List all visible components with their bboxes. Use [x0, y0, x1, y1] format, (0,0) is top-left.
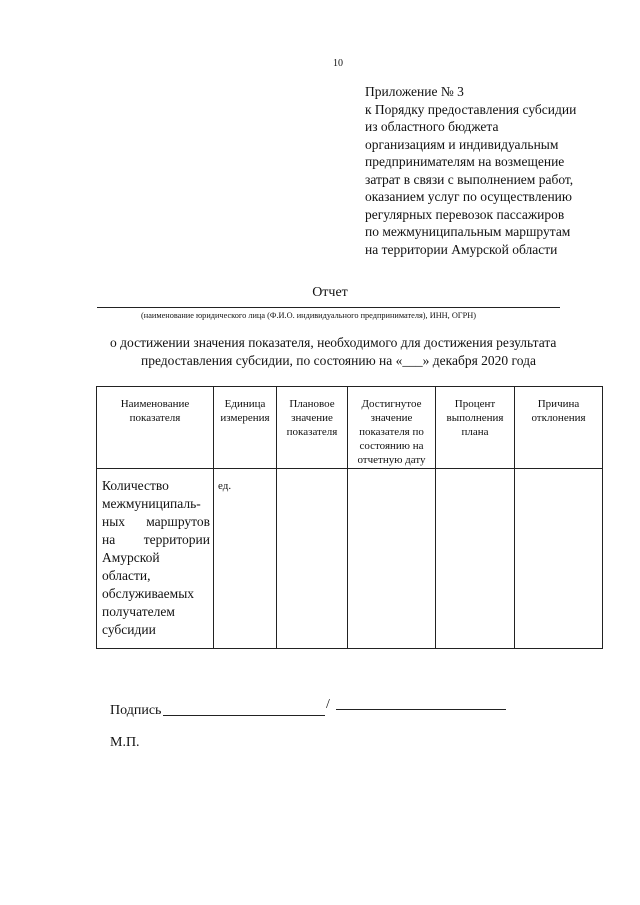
report-title-text: Отчет	[312, 285, 348, 300]
justified-line	[102, 513, 210, 531]
achieved-value-cell	[348, 469, 436, 649]
report-purpose-line-2: предоставления субсидии, по состоянию на «___» декабря 2020 года	[141, 353, 536, 368]
justified-word: ных	[102, 514, 126, 529]
signature-label: Подпись	[110, 703, 162, 718]
appendix-line: предпринимателям на возмещение	[365, 154, 565, 169]
header-achieved-value: Достигнутое значение показателя по состоянию на отчетную дату	[348, 387, 436, 469]
table-header-row	[97, 387, 603, 469]
appendix-line: регулярных перевозок пассажиров	[365, 206, 565, 222]
appendix-line: по межмуниципальным маршрутам	[365, 224, 571, 239]
signature-line	[163, 715, 325, 716]
appendix-line: на территории Амурской области	[365, 241, 558, 257]
justified-line	[102, 531, 210, 549]
organization-name-line	[97, 307, 560, 308]
seal-placeholder: М.П.	[110, 735, 140, 750]
appendix-line: затрат в связи с выполнением работ,	[365, 171, 574, 187]
appendix-line: оказанием услуг по осуществлению	[365, 189, 572, 204]
appendix-line: к Порядку предоставления субсидии	[365, 101, 577, 117]
page-number: 10	[333, 58, 343, 69]
signature-separator: /	[326, 697, 330, 712]
justified-word: маршрутов	[146, 514, 210, 529]
justified-word: территории	[143, 532, 210, 547]
appendix-line: организациям и индивидуальным	[365, 136, 559, 152]
header-indicator-name: Наименование показателя	[97, 387, 214, 469]
report-title	[0, 285, 640, 301]
appendix-line: Приложение № 3	[365, 84, 464, 99]
planned-value-cell	[277, 469, 348, 649]
appendix-heading	[365, 83, 610, 258]
indicator-name-cell: Количество межмуниципаль- ных маршрутов на территории Амурской области, обслуживаемых получателем субсидии	[97, 469, 214, 649]
appendix-line: из областного бюджета	[365, 119, 499, 134]
plan-percent-cell	[436, 469, 515, 649]
report-purpose-line-1: о достижении значения показателя, необходимого для достижения результата	[110, 335, 557, 350]
signature-name-line	[336, 709, 506, 710]
header-deviation-reason: Причина отклонения	[515, 387, 603, 469]
justified-word: на	[102, 532, 116, 547]
indicator-table	[96, 386, 603, 649]
organization-name-caption: (наименование юридического лица (Ф.И.О. индивидуального предпринимателя), ИНН, ОГРН)	[141, 311, 476, 320]
header-planned-value: Плановое значение показателя	[277, 387, 348, 469]
deviation-reason-cell	[515, 469, 603, 649]
header-unit: Единица измерения	[214, 387, 277, 469]
table-row	[97, 469, 603, 649]
header-plan-percent: Процент выполнения плана	[436, 387, 515, 469]
unit-cell: ед.	[214, 469, 277, 649]
